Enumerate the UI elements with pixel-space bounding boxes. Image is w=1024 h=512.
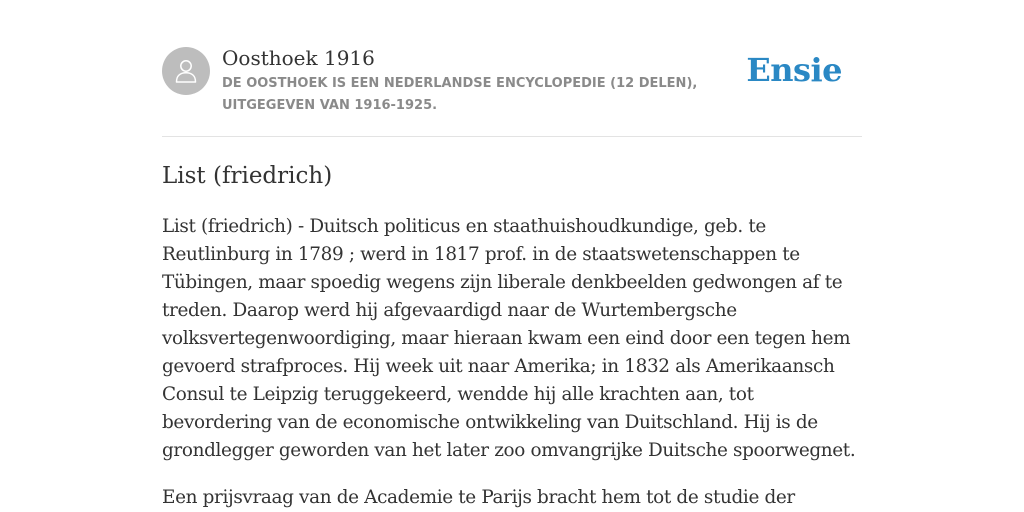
source-info xyxy=(222,45,762,117)
article-paragraph: Een prijsvraag van de Academie te Parijs bracht hem tot de studie der xyxy=(162,487,795,508)
ensie-logo[interactable]: Ensie xyxy=(746,51,842,89)
source-description: DE OOSTHOEK IS EEN NEDERLANDSE ENCYCLOPEDIE (12 DELEN), UITGEGEVEN VAN 1916-1925. xyxy=(222,76,698,113)
source-title[interactable]: Oosthoek 1916 xyxy=(222,46,375,70)
source-avatar[interactable] xyxy=(162,47,210,95)
article-paragraph: List (friedrich) - Duitsch politicus en staathuishoudkundige, geb. te Reutlinburg in 1789 ; werd in 1817 prof. in de staatswetenschappen te Tübingen, maar spoedig wegens zijn liberale denkbeelden gedwongen af te treden. Daarop werd hij afgevaardigd naar de Wurtembergsche volksvertegenwoordiging, maar hieraan kwam een eind door een tegen hem gevoerd strafproces. Hij week uit naar Amerika; in 1832 als Amerikaansch Consul te Leipzig teruggekeerd, wendde hij alle krachten aan, tot bevordering van de economische ontwikkeling van Duitschland. Hij is de grondlegger geworden van het later zoo omvangrijke Duitsche spoorwegnet. xyxy=(162,216,856,461)
source-header xyxy=(162,0,862,137)
user-icon xyxy=(172,57,200,85)
content-container xyxy=(162,0,862,512)
article-title: List (friedrich) xyxy=(162,163,333,189)
